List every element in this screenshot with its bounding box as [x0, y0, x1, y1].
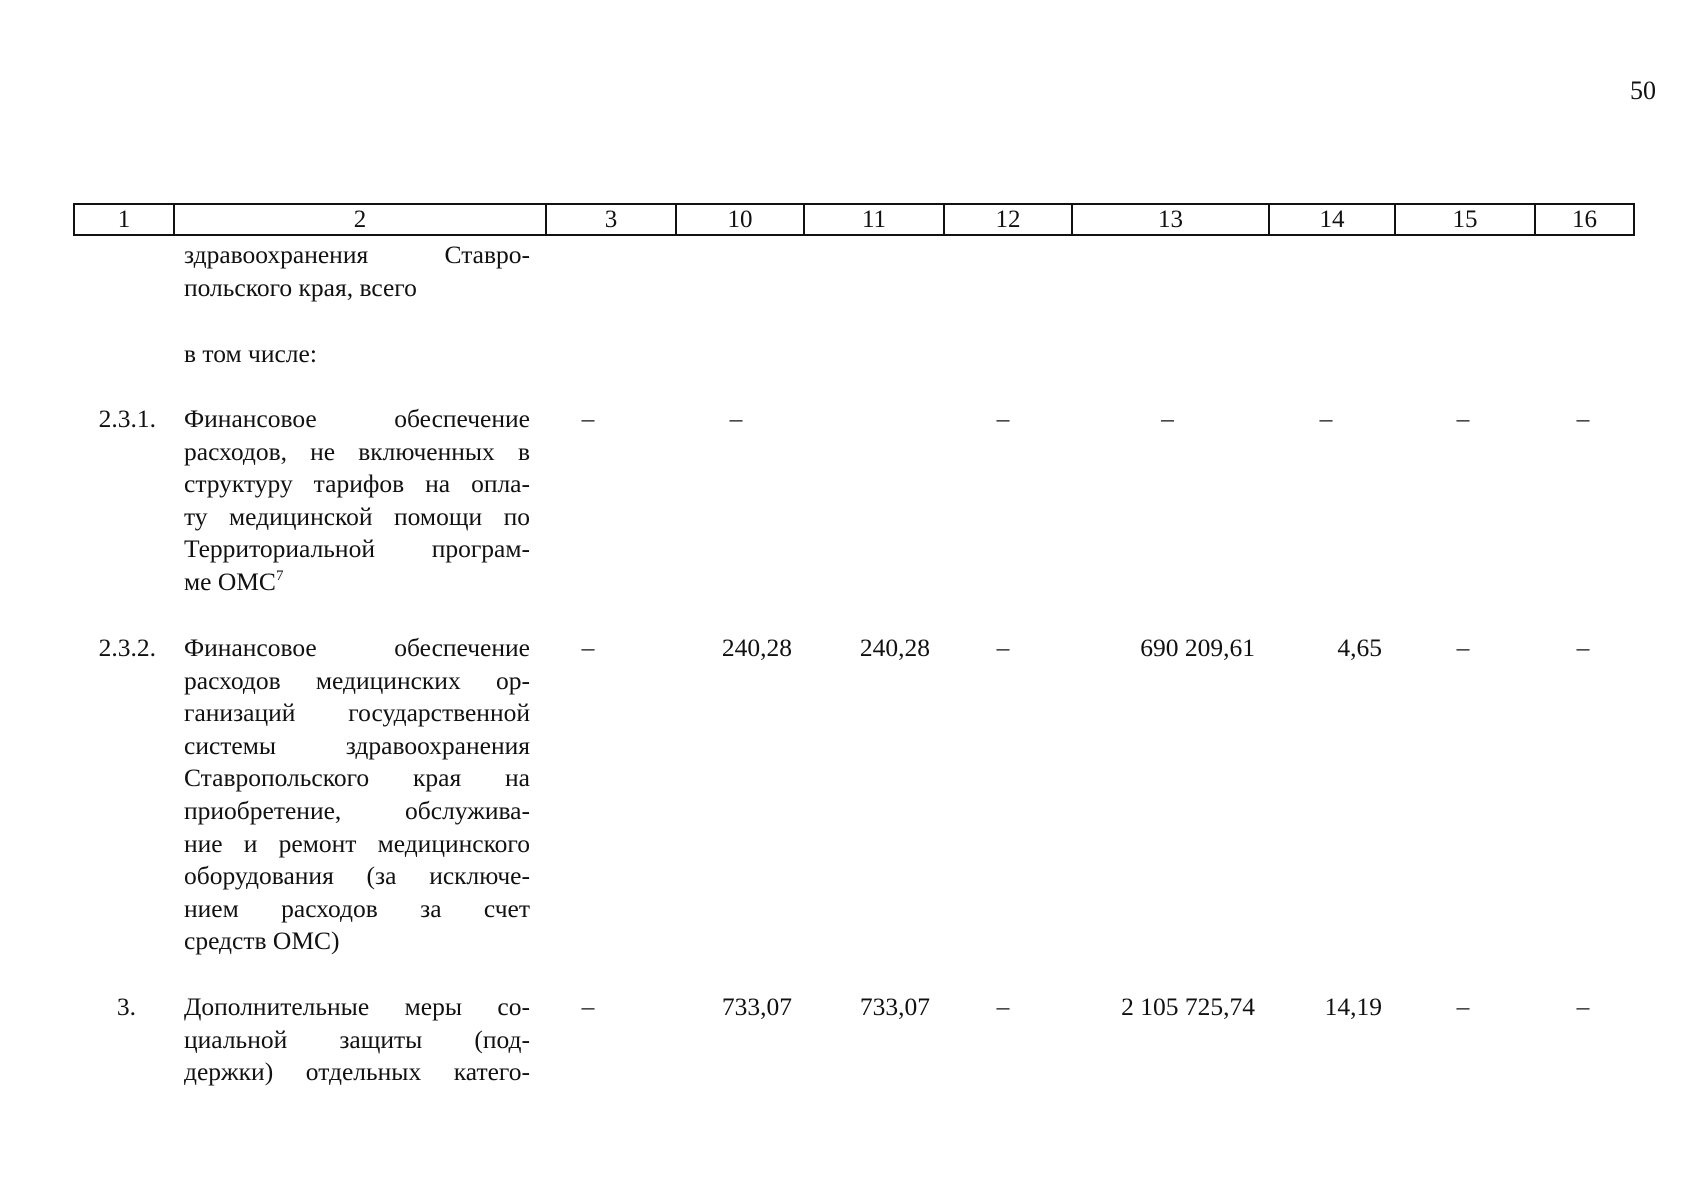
- row-description-line: Ставропольского края на: [184, 763, 530, 793]
- row-number: 2.3.2.: [98, 633, 156, 662]
- cell-col-15: –: [1456, 404, 1470, 433]
- cell-col-15: –: [1456, 992, 1470, 1021]
- cell-col-12: –: [996, 992, 1010, 1021]
- row-description-line: системы здравоохранения: [184, 730, 530, 760]
- cell-col-14: 4,65: [1337, 633, 1382, 662]
- column-header-row: [74, 204, 1634, 235]
- column-header-2: 2: [174, 204, 546, 235]
- continuation-text: [184, 239, 530, 304]
- cell-col-11: 733,07: [859, 992, 930, 1021]
- column-header-11: 11: [804, 204, 944, 235]
- row-description-line: нием расходов за счет: [184, 893, 530, 923]
- row-description-line: расходов, не включенных в: [184, 436, 530, 466]
- cell-col-12: –: [996, 633, 1010, 662]
- row-description-line: приобретение, обслужива-: [184, 795, 530, 825]
- cell-col-14: –: [1319, 404, 1333, 433]
- column-header-12: 12: [944, 204, 1072, 235]
- row-description-line: ние и ремонт медицинского: [184, 828, 530, 858]
- cell-col-16: –: [1576, 633, 1590, 662]
- cell-col-15: –: [1456, 633, 1470, 662]
- row-description-line: ту медицинской помощи по: [184, 501, 530, 531]
- column-header-16: 16: [1535, 204, 1634, 235]
- column-header-14: 14: [1269, 204, 1395, 235]
- continuation-line: здравоохранения Ставро-: [184, 240, 530, 269]
- row-description-text: ме ОМС: [184, 566, 276, 596]
- row-number: 2.3.1.: [98, 404, 156, 433]
- column-header-1: 1: [74, 204, 174, 235]
- cell-col-10: 240,28: [721, 633, 792, 662]
- cell-col-10: –: [729, 404, 743, 433]
- row-description: [184, 403, 530, 599]
- cell-col-3: –: [581, 633, 595, 662]
- row-description-line: [184, 566, 530, 599]
- column-header-10: 10: [676, 204, 804, 235]
- row-description-line: расходов медицинских ор-: [184, 665, 530, 695]
- including-label: в том числе:: [184, 339, 317, 368]
- row-number: 3.: [116, 992, 136, 1021]
- row-description-line: оборудования (за исключе-: [184, 861, 530, 891]
- cell-col-14: 14,19: [1324, 992, 1382, 1021]
- page-number: 50: [1630, 76, 1656, 105]
- row-description-line: держки) отдельных катего-: [184, 1057, 530, 1087]
- cell-col-16: –: [1576, 992, 1590, 1021]
- row-description-line: циальной защиты (под-: [184, 1024, 530, 1054]
- row-description-line: средств ОМС): [184, 926, 340, 956]
- column-header-15: 15: [1395, 204, 1535, 235]
- row-description-line: Финансовое обеспечение: [184, 633, 530, 662]
- column-header-13: 13: [1072, 204, 1269, 235]
- continuation-line: польского края, всего: [184, 272, 417, 302]
- row-description-line: Дополнительные меры со-: [184, 992, 530, 1021]
- cell-col-13: –: [1161, 404, 1174, 433]
- cell-col-11: 240,28: [859, 633, 930, 662]
- column-header-table: [73, 203, 1635, 236]
- cell-col-12: –: [996, 404, 1010, 433]
- row-description-line: Финансовое обеспечение: [184, 404, 530, 433]
- cell-col-13: 690 209,61: [1140, 633, 1255, 662]
- row-description-line: ганизаций государственной: [184, 698, 530, 728]
- cell-col-13: 2 105 725,74: [1121, 992, 1255, 1021]
- cell-col-10: 733,07: [721, 992, 792, 1021]
- row-description: [184, 632, 530, 958]
- row-description-line: Территориальной програм-: [184, 534, 530, 564]
- row-description: [184, 991, 530, 1089]
- cell-col-3: –: [581, 992, 595, 1021]
- column-header-3: 3: [546, 204, 676, 235]
- cell-col-16: –: [1576, 404, 1590, 433]
- cell-col-3: –: [581, 404, 595, 433]
- row-description-line: структуру тарифов на опла-: [184, 469, 530, 499]
- footnote-marker: 7: [275, 567, 284, 584]
